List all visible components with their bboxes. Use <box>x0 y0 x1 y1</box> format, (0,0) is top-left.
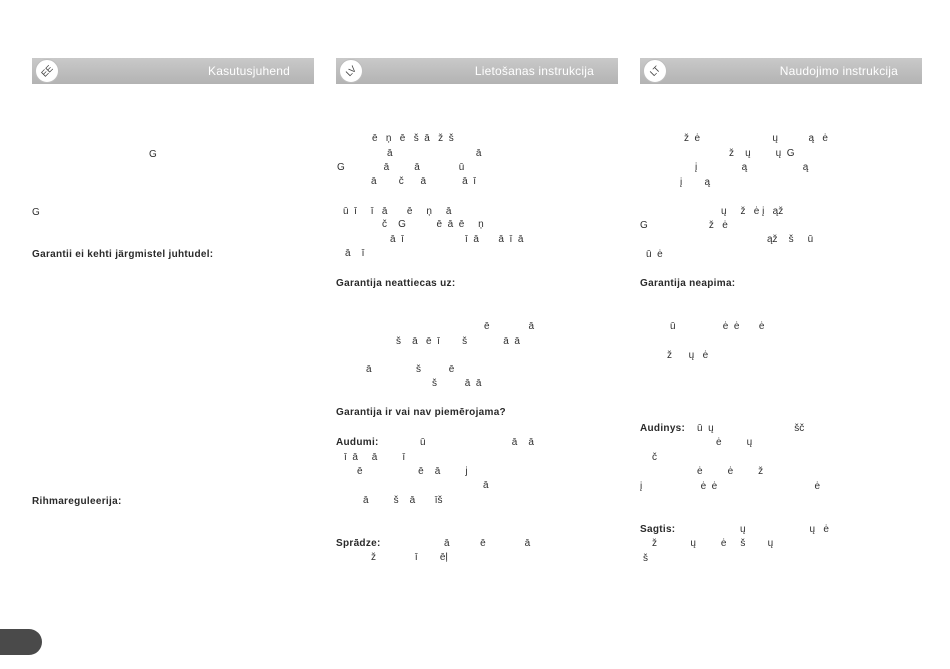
lt-text-line: č <box>652 452 657 463</box>
ee-text-fragment: G <box>32 207 40 218</box>
lv-text-line: ā š ē <box>366 364 455 375</box>
lt-text-line: ū ė ė ė <box>670 321 765 332</box>
lt-text-line: į ą ą <box>695 162 809 173</box>
lv-text-line: ē ņ ē š ā ž š <box>372 133 454 144</box>
lv-text-line: G ā ā ū <box>337 162 465 173</box>
lv-heading-warranty-exclusions: Garantija neattiecas uz: <box>336 278 456 289</box>
page-number-tab <box>0 629 42 655</box>
lt-text-line: ąž š ū <box>767 234 814 245</box>
lt-text-line: ų ž ė į ąž <box>721 206 784 217</box>
lv-text-line: ē ā <box>484 321 535 332</box>
lv-text-line: ā ā <box>387 148 482 159</box>
lv-text-line: ū ī ī ā ē ņ ā <box>343 206 452 217</box>
lv-text-line: ā š ā īš <box>363 495 443 506</box>
lt-heading-warranty-exclusions: Garantija neapima: <box>640 278 736 289</box>
lv-section-header <box>336 58 618 84</box>
lv-text-line: ž ī ēļ <box>371 552 448 563</box>
lv-text-line: ā ī <box>345 248 365 259</box>
lt-section-header <box>640 58 922 84</box>
lv-label-fabrics: Audumi: <box>336 437 379 448</box>
lv-text-line: ā č ā ā ī <box>371 176 477 187</box>
lv-text-line: ī ā ā ī <box>344 452 406 463</box>
lt-text-line: ū ų šč <box>697 423 805 434</box>
lt-text-line: ė ų <box>716 437 753 448</box>
lt-text-line: š <box>643 553 648 564</box>
lv-text-line: ā ī ī ā ā ī ā <box>390 234 524 245</box>
lv-section-title: Lietošanas instrukcija <box>474 64 594 78</box>
lt-text-line: ž ų ė <box>667 350 709 361</box>
lt-section-title: Naudojimo instrukcija <box>779 64 898 78</box>
lt-text-line: G ž ė <box>640 220 728 231</box>
lt-text-line: į ė ė ė <box>640 481 821 492</box>
lv-language-badge: LV <box>339 59 363 83</box>
lt-label-fabrics: Audinys: <box>640 423 686 434</box>
ee-section-title: Kasutusjuhend <box>208 64 290 78</box>
lv-text-line: č G ē ā ē ņ <box>382 219 484 230</box>
lt-text-line: ū ė <box>646 249 663 260</box>
lv-text-line: ā ē ā <box>444 538 531 549</box>
lt-text-line: ž ų ė š ų <box>652 538 774 549</box>
lt-text-line: ė ė ž <box>697 466 764 477</box>
lv-text-line: ā <box>483 480 489 491</box>
lv-label-buckle: Sprādze: <box>336 538 381 549</box>
lv-text-line: š ā ā <box>432 378 482 389</box>
lt-language-badge: LT <box>643 59 667 83</box>
lt-text-line: į ą <box>680 177 711 188</box>
ee-language-badge: EE <box>35 59 59 83</box>
lv-text-line: ū ā ā <box>420 437 534 448</box>
lt-text-line: ų ų ė <box>740 524 829 535</box>
lv-heading-applicability: Garantija ir vai nav piemērojama? <box>336 407 506 418</box>
ee-heading-warranty-exclusions: Garantii ei kehti järgmistel juhtudel: <box>32 249 214 260</box>
lv-text-line: ē ē ā j <box>357 466 468 477</box>
ee-section-header <box>32 58 314 84</box>
lv-text-line: š ā ē ī š ā ā <box>396 336 520 347</box>
lt-text-line: ž ė ų ą ė <box>684 133 828 144</box>
lt-label-buckle: Sagtis: <box>640 524 676 535</box>
lt-text-line: ž ų ų G <box>729 148 795 159</box>
ee-heading-strap-adjuster: Rihmaregulеerija: <box>32 496 122 507</box>
ee-text-fragment: G <box>149 149 157 160</box>
